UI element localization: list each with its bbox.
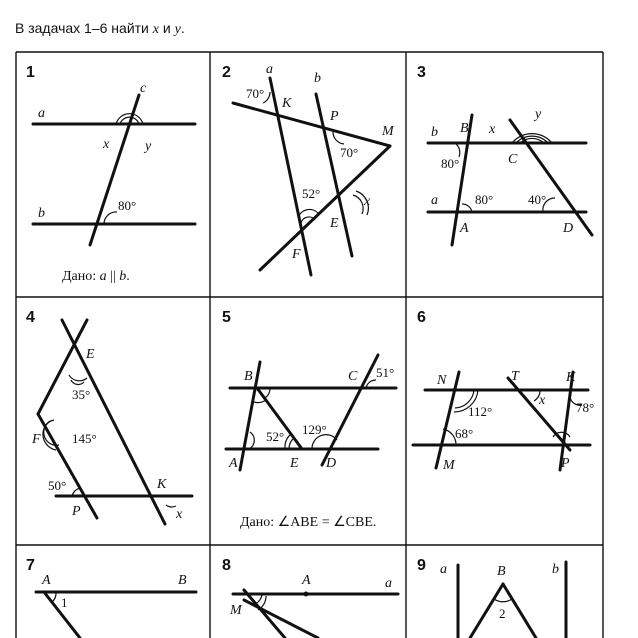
angle-145-label: 145° [72, 431, 97, 446]
label-x: x [489, 122, 496, 137]
label-y: y [535, 107, 542, 122]
angle-80-b-label: 80° [441, 156, 460, 171]
given-b: b [119, 269, 127, 284]
angle-arc-x [353, 195, 363, 214]
label-N: N [437, 373, 447, 388]
angle-50-label: 50° [48, 478, 67, 493]
line-b-right [503, 584, 536, 638]
angle-arc-a [249, 432, 254, 449]
label-x: x [103, 137, 110, 152]
line-fp [38, 414, 97, 518]
angle-2-label: 2 [499, 606, 506, 621]
angle-1-label: 1 [61, 595, 68, 610]
label-M: M [443, 458, 455, 473]
label-B: B [244, 369, 253, 384]
problem-number: 4 [26, 309, 35, 326]
label-C: C [508, 152, 518, 167]
given-a: a [99, 269, 107, 284]
label-a: a [266, 62, 273, 77]
label-P: P [330, 109, 339, 124]
label-K: K [157, 477, 167, 492]
problem-2 [222, 62, 395, 275]
line-m1 [244, 590, 285, 638]
label-x: x [364, 194, 371, 209]
label-A: A [302, 573, 311, 588]
angle-68-label: 68° [455, 426, 474, 441]
problem-3 [417, 64, 592, 245]
line-cd [510, 120, 592, 235]
problem-number: 6 [417, 309, 426, 326]
label-M: M [230, 603, 242, 618]
header-var-x: x [152, 22, 159, 37]
angle-51-label: 51° [376, 365, 395, 380]
angle-52-label: 52° [302, 186, 321, 201]
problem-5 [222, 309, 396, 530]
problem-number: 1 [26, 64, 35, 81]
given-prefix: Дано: [62, 269, 97, 284]
problem-number: 2 [222, 64, 231, 81]
problem-7 [26, 557, 196, 638]
label-y: y [145, 139, 152, 154]
label-B: B [497, 564, 506, 579]
label-x: x [539, 393, 546, 408]
label-a: a [440, 562, 447, 577]
angle-112-label: 112° [468, 404, 493, 419]
line-km [233, 103, 390, 146]
label-E: E [290, 456, 299, 471]
angle-70-right-label: 70° [340, 145, 359, 160]
given-condition [62, 269, 130, 284]
header-conj: и [162, 20, 171, 36]
angle-arc-2 [494, 599, 512, 602]
given-condition: Дано: ∠ABE = ∠CBE. [240, 515, 377, 530]
label-b: b [431, 125, 438, 140]
label-E: E [86, 347, 95, 362]
label-x: x [176, 507, 183, 522]
label-A: A [229, 456, 238, 471]
problem-number: 3 [417, 64, 426, 81]
line-ek [62, 320, 165, 524]
label-b: b [314, 71, 321, 86]
line-mf [260, 146, 390, 270]
problem-4 [26, 309, 192, 524]
angle-arc-80-b [455, 143, 460, 157]
label-F: F [32, 432, 41, 447]
problem-1 [26, 64, 195, 284]
problem-number: 5 [222, 309, 231, 326]
label-b: b [552, 562, 559, 577]
problem-number: 7 [26, 557, 35, 574]
label-K: K [566, 370, 576, 385]
label-a: a [38, 106, 45, 121]
label-A: A [460, 221, 469, 236]
label-c: c [140, 81, 147, 96]
label-T: T [511, 369, 519, 384]
problem-6 [413, 309, 594, 473]
angle-arc-x [166, 505, 176, 507]
label-P: P [561, 456, 570, 471]
label-D: D [563, 221, 574, 236]
angle-40-label: 40° [528, 192, 547, 207]
angle-52-label: 52° [266, 429, 285, 444]
header-var-y: y [174, 22, 181, 37]
problem-8 [222, 557, 398, 638]
problem-number: 8 [222, 557, 231, 574]
point-A [304, 592, 309, 597]
label-D: D [326, 456, 337, 471]
angle-35-label: 35° [72, 387, 91, 402]
angle-70-top-label: 70° [246, 86, 265, 101]
angle-80-a-label: 80° [475, 192, 494, 207]
label-K: K [282, 96, 292, 111]
label-a: a [431, 193, 438, 208]
label-C: C [348, 369, 358, 384]
label-A: A [42, 573, 51, 588]
angle-arc-80 [104, 212, 117, 224]
label-a: a [385, 576, 392, 591]
angle-arc-145 [44, 420, 59, 445]
angle-129-label: 129° [302, 422, 327, 437]
label-B: B [460, 121, 469, 136]
angle-78-label: 78° [576, 400, 595, 415]
label-P: P [72, 504, 81, 519]
angle-80-label: 80° [118, 198, 137, 213]
problem-number: 9 [417, 557, 426, 574]
angle-arc-35 [69, 375, 87, 381]
label-b: b [38, 206, 45, 221]
header-prefix: В задачах 1–6 найти [15, 20, 149, 36]
given-end: . [126, 269, 130, 284]
label-E: E [330, 216, 339, 231]
svg-text:Дано: a || [62, 269, 130, 284]
label-F: F [292, 247, 301, 262]
label-M: M [382, 124, 394, 139]
problem-9 [417, 557, 566, 638]
given-parallel: || [110, 269, 116, 284]
label-B: B [178, 573, 187, 588]
header-suffix: . [180, 20, 185, 36]
